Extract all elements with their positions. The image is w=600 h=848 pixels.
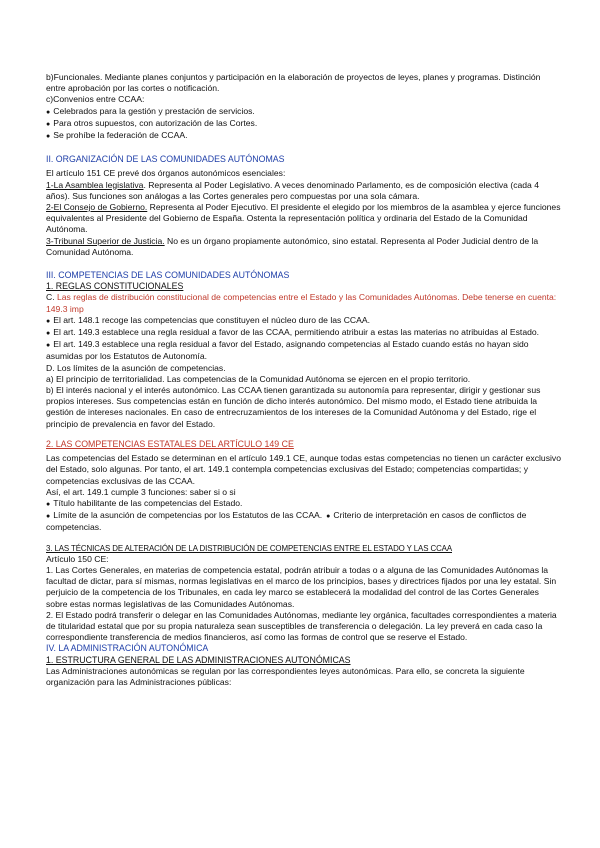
list-item-text: Límite de la asunción de competencias por los Estatutos de las CCAA. xyxy=(53,510,323,521)
list-item: ● El art. 148.1 recoge las competencias que constituyen el núcleo duro de las CCAA. xyxy=(46,315,562,327)
paragraph-funcionales: b)Funcionales. Mediante planes conjuntos y participación en la elaboración de proyectos de leyes, planes y programas. Distinción entre aprobación por las cortes o notificación. xyxy=(46,72,541,94)
paragraph-d-a: a) El principio de territorialidad. Las competencias de la Comunidad Autónoma se ejercen en el propio territorio. xyxy=(46,373,471,384)
consejo-label: 2-El Consejo de Gobierno. xyxy=(46,202,148,213)
asamblea-text: . Representa al Poder Legislativo. A veces denominado Parlamento, es de composición electiva (cada 4 años). Sus funciones son análogas a las Cortes generales pero compuestas por una sola cámara. xyxy=(46,179,539,201)
list-item-text: ● Criterio de interpretación en casos de conflictos de competencias. xyxy=(46,510,526,532)
list-item: ● El art. 149.3 establece una regla residual a favor del Estado, asignando competencias al Estado cuando estás no hayan sido asumidas por los Estatutos de Autonomía. xyxy=(46,339,562,362)
paragraph-150-1: 1. Las Cortes Generales, en materias de competencia estatal, podrán atribuir a todas o a alguna de las Comunidades Autónomas la facultad de dictar, para sí mismas, normas legislativas en el marco de los principios, bases y directrices fijados por una ley estatal. Sin perjuicio de la competencia de los Tribunales, en cada ley marco se establecerá la modalidad del control de las Cortes Generales sobre estas normas legislativas de las Comunidades Autónomas. xyxy=(46,564,557,609)
c-prefix: C. xyxy=(46,292,57,303)
paragraph-funciones: Así, el art. 149.1 cumple 3 funciones: saber si o si xyxy=(46,486,236,497)
list-item xyxy=(46,510,562,533)
paragraph-consejo xyxy=(46,202,562,236)
paragraph-asamblea xyxy=(46,180,562,202)
paragraph-d-title: D. Los límites de la asunción de competencias. xyxy=(46,362,226,373)
section-heading-competencias: III. COMPETENCIAS DE LAS COMUNIDADES AUTÓNOMAS xyxy=(46,270,290,281)
paragraph-administraciones: Las Administraciones autonómicas se regulan por las correspondientes leyes autonómicas. Para ello, se concreta la siguiente organización para las Administraciones públicas: xyxy=(46,665,525,687)
tribunal-text: No es un órgano propiamente autonómico, sino estatal. Representa al Poder Judicial dentro de la Comunidad Autónoma. xyxy=(46,235,539,257)
section-heading-organizacion: II. ORGANIZACIÓN DE LAS COMUNIDADES AUTÓNOMAS xyxy=(46,154,285,165)
paragraph-c xyxy=(46,292,562,314)
article-150-label: Artículo 150 CE: xyxy=(46,553,109,564)
convenios-title: c)Convenios entre CCAA: xyxy=(46,94,145,105)
tribunal-label: 3-Tribunal Superior de Justicia. xyxy=(46,235,165,246)
consejo-text: Representa al Poder Ejecutivo. El presidente el elegido por los miembros de la asamblea y ejerce funciones equivalentes al Presidente del Gobierno de España. Ostenta la representación política y ordinaria del Estado de la Comunidad Autónoma. xyxy=(46,202,561,235)
subheading-reglas: 1. REGLAS CONSTITUCIONALES xyxy=(46,281,184,292)
paragraph-149-1: Las competencias del Estado se determinan en el artículo 149.1 CE, aunque todas estas competencias no tienen un carácter exclusivo del Estado, solo algunas. Por tanto, el art. 149.1 contempla competencias exclusivas del Estado; competencias compartidas; y competencias exclusivas de las CCAA. xyxy=(46,453,561,486)
list-item: ● Para otros supuestos, con autorización de las Cortes. xyxy=(46,118,562,130)
paragraph-d-b: b) El interés nacional y el interés autonómico. Las CCAA tienen garantizada su autonomía para representar, dirigir y gestionar sus propios intereses. Sus competencias están en función de dicho interés autonómico. Del mismo modo, el Estado tiene atribuida la gestión de intereses nacionales. En caso de entrecruzamientos de los intereses de la Comunidad Autónoma y del Estado, rige el principio de prevalencia en favor del Estado. xyxy=(46,385,541,429)
c-red-text: Las reglas de distribución constitucional de competencias entre el Estado y las Comunidades Autónomas. Debe tenerse en cuenta: 149.3 imp xyxy=(46,292,557,314)
list-item: ● El art. 149.3 establece una regla residual a favor de las CCAA, permitiendo atribuir a estas las materias no atribuidas al Estado. xyxy=(46,327,562,339)
list-item: ● Celebrados para la gestión y prestación de servicios. xyxy=(46,106,562,118)
section-heading-administracion: IV. LA ADMINISTRACIÓN AUTONÓMICA xyxy=(46,643,209,654)
list-item: ● Título habilitante de las competencias del Estado. xyxy=(46,498,562,510)
subheading-estructura: 1. ESTRUCTURA GENERAL DE LAS ADMINISTRACIONES AUTONÓMICAS xyxy=(46,654,351,665)
paragraph-150-2: 2. El Estado podrá transferir o delegar en las Comunidades Autónomas, mediante ley orgánica, facultades correspondientes a materia de titularidad estatal que por su propia naturaleza sean susceptibles de transferencia o delegación. La ley preverá en cada caso la correspondiente transferencia de medios financieros, así como las formas de control que se reserve el Estado. xyxy=(46,609,557,643)
asamblea-label: 1-La Asamblea legislativa xyxy=(46,179,144,190)
document-body xyxy=(46,72,562,688)
paragraph-organos-intro: El artículo 151 CE prevé dos órganos autonómicos esenciales: xyxy=(46,168,286,179)
paragraph-tribunal xyxy=(46,236,562,258)
list-item: ● Se prohíbe la federación de CCAA. xyxy=(46,130,562,142)
subheading-tecnicas: 3. LAS TÉCNICAS DE ALTERACIÓN DE LA DISTRIBUCIÓN DE COMPETENCIAS ENTRE EL ESTADO Y LAS CCAA xyxy=(46,543,452,553)
subheading-estatales: 2. LAS COMPETENCIAS ESTATALES DEL ARTÍCULO 149 CE xyxy=(46,438,294,449)
